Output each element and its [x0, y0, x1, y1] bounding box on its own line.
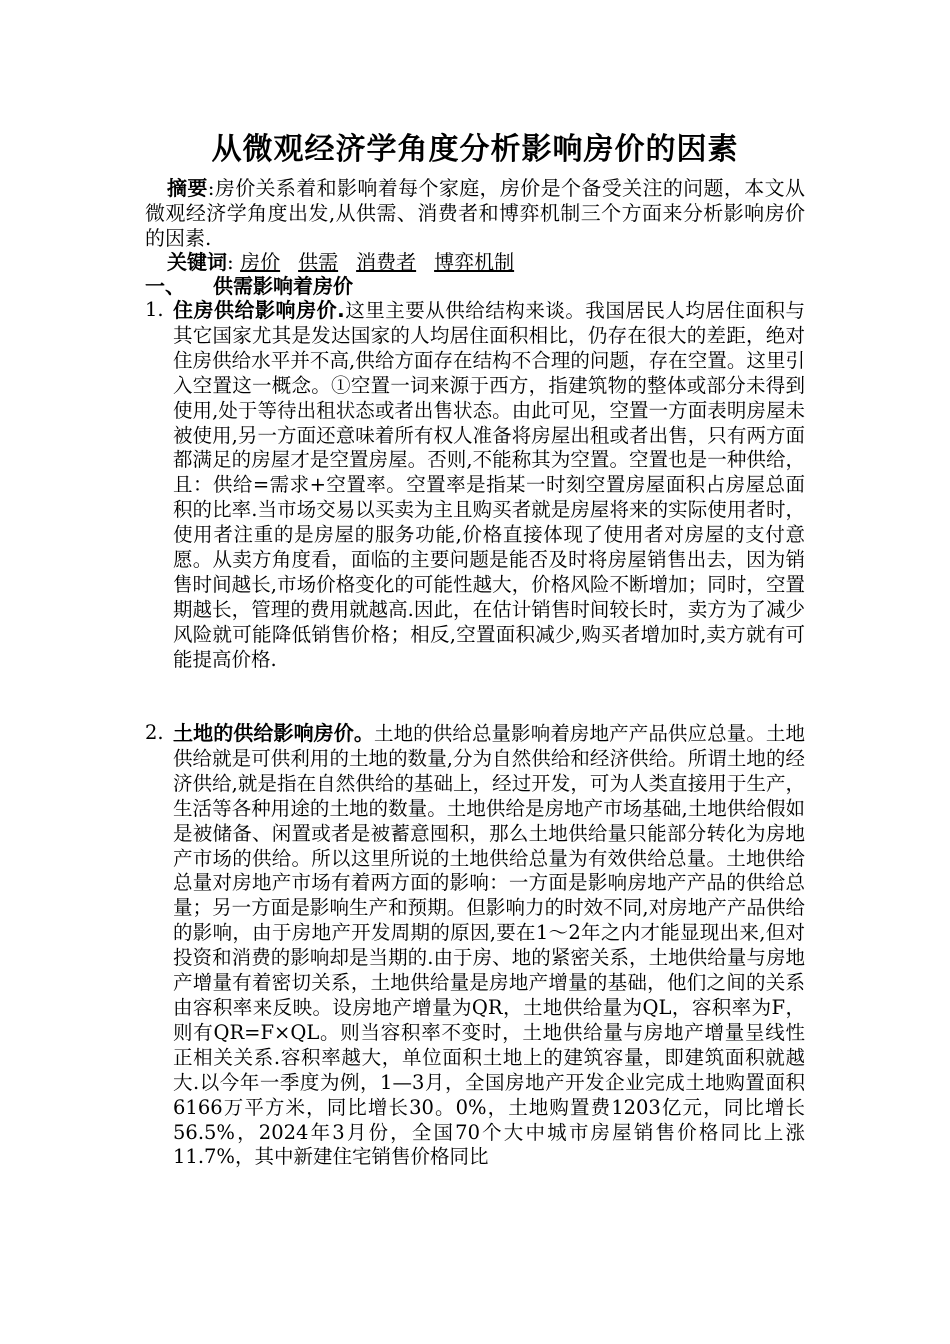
- section-title: 供需影响着房价: [213, 274, 353, 298]
- abstract-label: 摘要: [167, 176, 208, 200]
- list-marker: 1.: [145, 298, 164, 321]
- list-marker: 2.: [145, 721, 164, 744]
- list-item: [145, 721, 805, 1170]
- list-item: [145, 298, 805, 673]
- keywords-label: 关键词: [167, 250, 227, 274]
- document-title: 从微观经济学角度分析影响房价的因素: [211, 132, 739, 167]
- list-item-body: 这里主要从供给结构来谈。我国居民人均居住面积与其它国家尤其是发达国家的人均居住面积相比，仍存在很大的差距，绝对住房供给水平并不高,供给方面存在结构不合理的问题，存在空置。这里引入空置这一概念。①空置一词来源于西方，指建筑物的整体或部分未得到使用,处于等待出租状态或者出售状态。由此可见，空置一方面表明房屋未被使用,另一方面还意味着所有权人准备将房屋出租或者出售，只有两方面都满足的房屋才是空置房屋。否则,不能称其为空置。空置也是一种供给，且：供给=需求+空置率。空置率是指某一时刻空置房屋面积占房屋总面积的比率.当市场交易以买卖为主且购买者就是房屋将来的实际使用者时，使用者注重的是房屋的服务功能,价格直接体现了使用者对房屋的支付意愿。从卖方角度看，面临的主要问题是能否及时将房屋销售出去，因为销售时间越长,市场价格变化的可能性越大，价格风险不断增加；同时，空置期越长，管理的费用就越高.因此，在估计销售时间较长时，卖方为了减少风险就可能降低销售价格；相反,空置面积减少,购买者增加时,卖方就有可能提高价格.: [173, 299, 805, 671]
- keyword: 房价: [240, 250, 281, 274]
- list-item-lead: 土地的供给影响房价。: [173, 721, 374, 745]
- abstract-text: :房价关系着和影响着每个家庭，房价是个备受关注的问题，本文从微观经济学角度出发,从供需、消费者和博弈机制三个方面来分析影响房价的因素.: [145, 176, 805, 250]
- list-item-body: 土地的供给总量影响着房地产产品供应总量。土地供给就是可供利用的土地的数量,分为自然供给和经济供给。所谓土地的经济供给,就是指在自然供给的基础上，经过开发，可为人类直接用于生产，生活等各种用途的土地的数量。土地供给是房地产市场基础,土地供给假如是被储备、闲置或者是被蓄意囤积，那么土地供给量只能部分转化为房地产市场的供给。所以这里所说的土地供给总量为有效供给总量。土地供给总量对房地产市场有着两方面的影响：一方面是影响房地产产品的供给总量；另一方面是影响生产和预期。但影响力的时效不同,对房地产产品供给的影响，由于房地产开发周期的原因,要在1～2年之内才能显现出来,但对投资和消费的影响却是当期的.由于房、地的紧密关系，土地供给量与房地产增量有着密切关系，土地供给量是房地产增量的基础，他们之间的关系由容积率来反映。设房地产增量为QR，土地供给量为QL，容积率为F，则有QR=F×QL。则当容积率不变时，土地供给量与房地产增量呈线性正相关关系.容积率越大，单位面积土地上的建筑容量，即建筑面积就越大.以今年一季度为例，1—3月，全国房地产开发企业完成土地购置面积6166万平方米，同比增长30。0%，土地购置费1203亿元，同比增长56.5%，2024年3月份，全国70个大中城市房屋销售价格同比上涨11.7%，其中新建住宅销售价格同比: [173, 722, 805, 1169]
- abstract-paragraph: [145, 176, 805, 251]
- keyword: 消费者: [356, 250, 417, 274]
- list-item-text: [173, 721, 805, 1170]
- section-number: 一、: [145, 274, 185, 298]
- keyword: 博弈机制: [434, 250, 515, 274]
- keyword: 供需: [298, 250, 339, 274]
- keywords-line: [167, 249, 807, 275]
- list-item-lead: 住房供给影响房价.: [173, 298, 345, 322]
- keywords-separator: :: [227, 250, 234, 274]
- list-item-text: [173, 298, 805, 673]
- section-heading: [145, 274, 805, 299]
